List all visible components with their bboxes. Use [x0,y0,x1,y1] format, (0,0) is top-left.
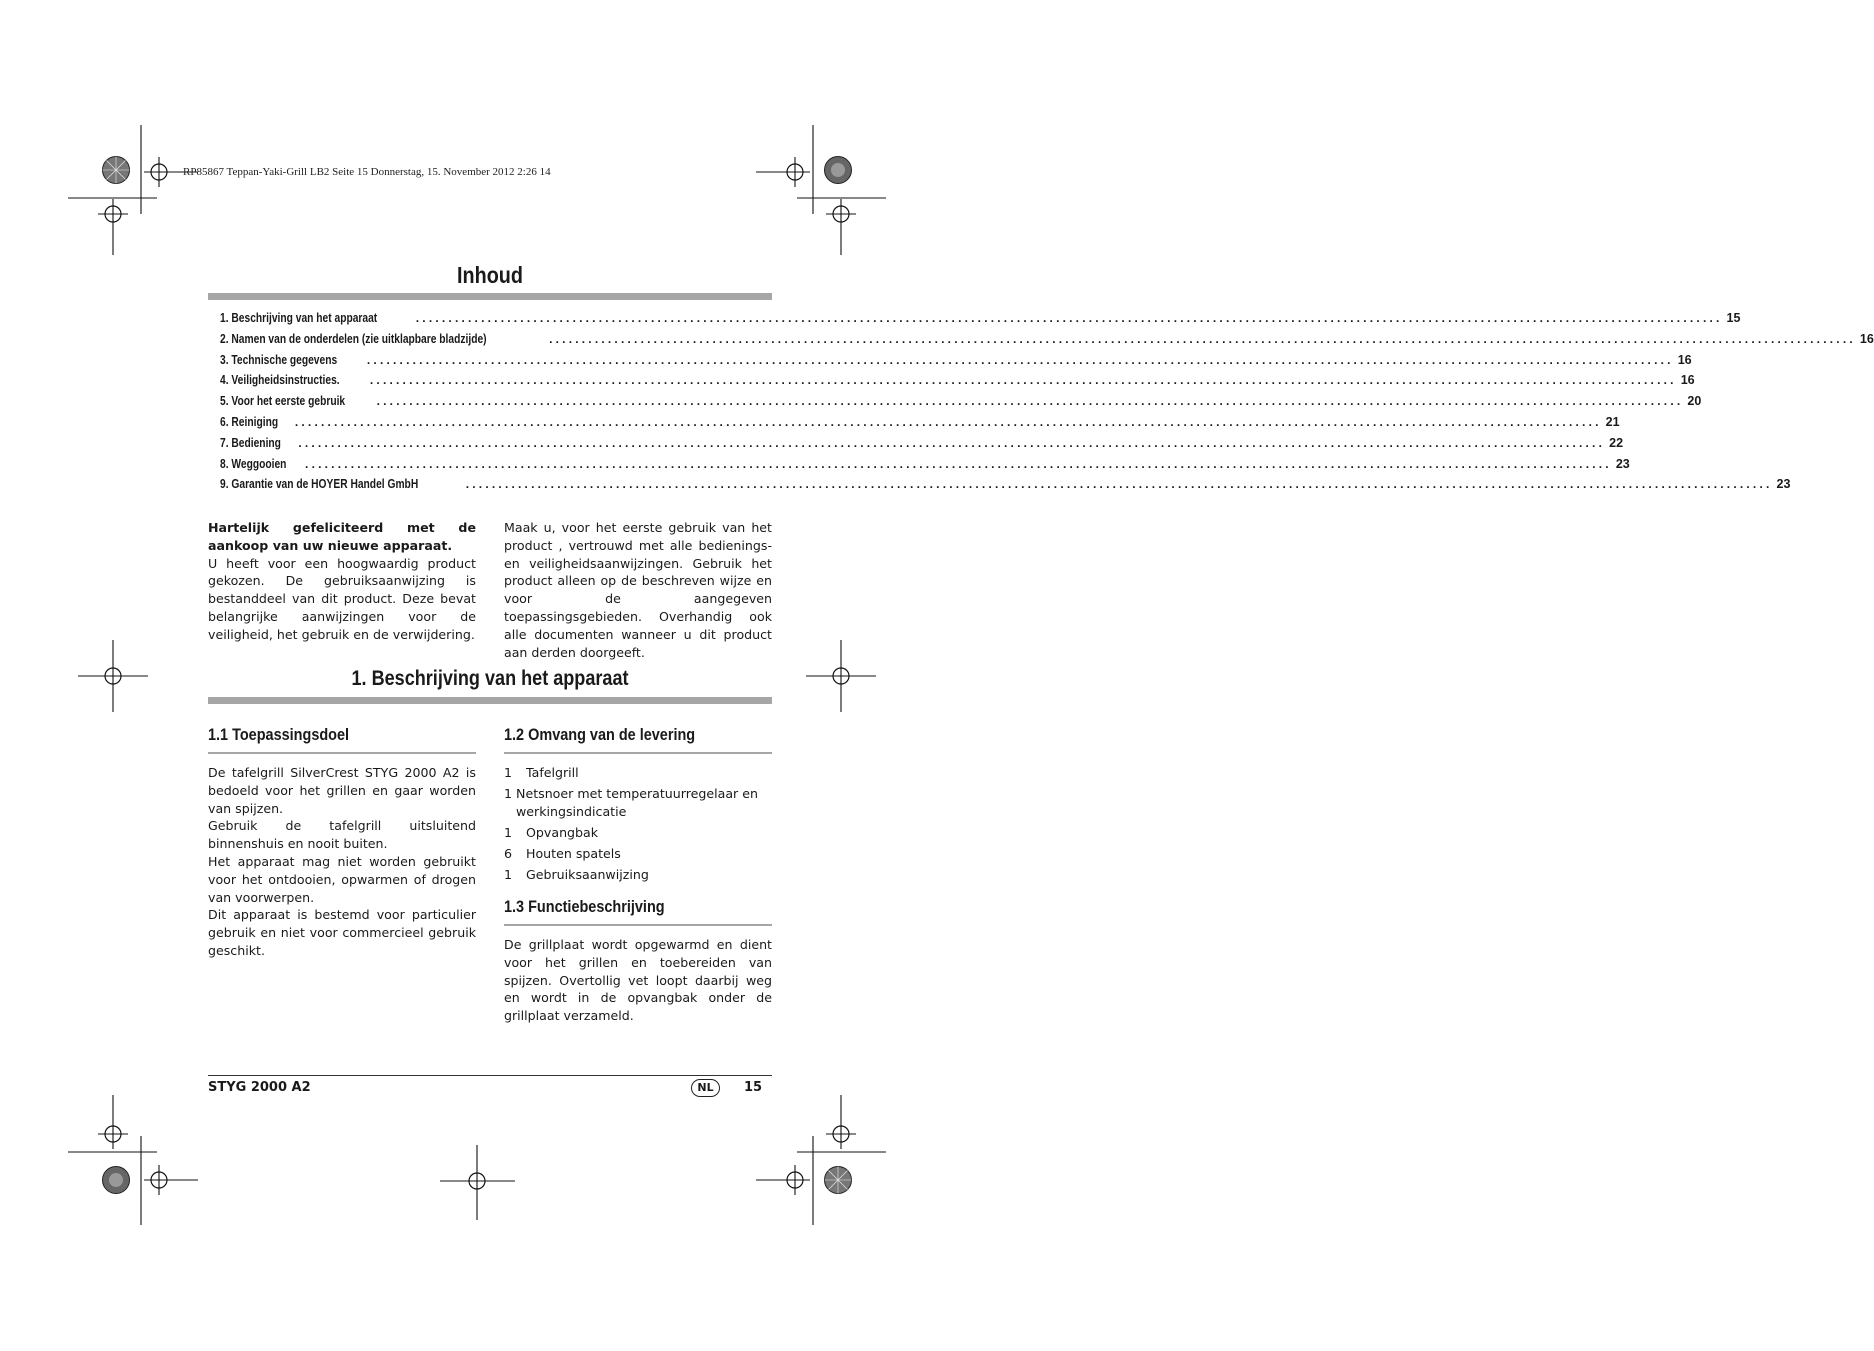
page-number: 15 [744,1080,763,1095]
toc-entry [220,311,1741,332]
footer-rule [208,1075,772,1076]
subsection-title-1-1: 1.1 Toepassingsdoel [208,725,350,744]
intro-left-column [208,519,476,644]
toc-entry [220,435,1624,457]
section-title-rule [208,697,772,704]
intro-right-column [504,519,772,661]
paragraph: Gebruik de tafelgrill uitsluitend binnenshuis en nooit buiten. [208,818,476,852]
toc-title-rule [208,293,772,300]
item-quantity: 1 [504,825,513,840]
toc-entry-page: 21 [1605,414,1620,429]
subsection-1-1-body [208,764,476,960]
section-title: 1. Beschrijving van het apparaat [351,667,629,690]
toc-entry-label: 7. Bediening [220,435,281,450]
toc-entry-page: 15 [1726,311,1741,325]
color-target-icon [823,1165,853,1195]
item-quantity: 1 [504,867,513,882]
item-text: Netsnoer met temperatuurregelaar en werkingsindicatie [516,786,758,819]
toc-entry [220,331,1874,353]
toc-entry [220,352,1692,374]
item-text: Houten spatels [526,846,621,861]
toc-entry-label: 4. Veiligheidsinstructies. [220,373,340,388]
list-item [504,785,772,821]
registration-mark-icon [68,1095,198,1225]
toc-leader-dots: ........................................................................................................................................................................................................ [298,435,1606,450]
language-badge: NL [691,1079,720,1097]
toc-entry-label: 1. Beschrijving van het apparaat [220,311,378,325]
toc-entry [220,456,1630,478]
toc-entry-page: 23 [1776,477,1791,492]
toc-entry-label: 8. Weggooien [220,456,287,471]
toc-leader-dots: ........................................................................................................................................................................................................ [549,331,1856,346]
toc-leader-dots: ........................................................................................................................................................................................................ [465,477,1773,492]
toc-entry [220,414,1620,436]
toc-entry-label: 2. Namen van de onderdelen (zie uitklapbare bladzijde) [220,331,487,346]
registration-mark-icon [440,1145,515,1220]
color-target-icon [101,1165,131,1195]
subsection-1-3-body [504,936,772,1025]
color-target-icon [101,155,131,185]
list-item [504,824,772,842]
color-target-icon [823,155,853,185]
toc-entry-page: 20 [1687,394,1702,409]
item-text: Tafelgrill [526,765,579,780]
toc-title: Inhoud [457,262,523,288]
toc-entry-page: 16 [1680,373,1695,388]
paragraph: De tafelgrill SilverCrest STYG 2000 A2 is bedoeld voor het grillen en gaar worden van spijzen. [208,765,476,816]
toc-leader-dots: ........................................................................................................................................................................................................ [415,311,1723,325]
toc-entry-label: 9. Garantie van de HOYER Handel GmbH [220,477,419,492]
function-description: De grillplaat wordt opgewarmd en dient voor het grillen en toebereiden van spijzen. Overtollig vet loopt daarbij weg en wordt in de opvangbak onder de grillplaat verzameld. [504,937,772,1024]
toc-entry-label: 5. Voor het eerste gebruik [220,394,346,409]
subsection-rule [208,752,476,754]
table-of-contents [220,311,1874,498]
intro-left-text: U heeft voor een hoogwaardig product gekozen. De gebruiksaanwijzing is bestanddeel van dit product. Deze bevat belangrijke aanwijzingen voor de veiligheid, het gebruik en de verwijdering. [208,555,476,642]
registration-mark-icon [78,640,148,712]
list-item [504,845,772,863]
toc-entry-page: 16 [1859,331,1874,346]
delivery-list [504,764,772,887]
toc-entry-label: 6. Reiniging [220,414,279,429]
toc-leader-dots: ........................................................................................................................................................................................................ [294,414,1602,429]
subsection-title-1-2: 1.2 Omvang van de levering [504,725,696,744]
footer-model: STYG 2000 A2 [208,1080,311,1095]
item-text: Opvangbak [526,825,599,840]
subsection-rule [504,752,772,754]
toc-entry-page: 23 [1615,456,1630,471]
toc-entry-page: 16 [1677,352,1692,367]
toc-entry-label: 3. Technische gegevens [220,352,338,367]
subsection-title-1-3: 1.3 Functiebeschrijving [504,897,665,916]
toc-leader-dots: ........................................................................................................................................................................................................ [305,456,1612,471]
print-header: RP85867 Teppan-Yaki-Grill LB2 Seite 15 Donnerstag, 15. November 2012 2:26 14 [183,166,551,178]
intro-lead: Hartelijk gefeliciteerd met de aankoop van uw nieuwe apparaat. [208,520,476,553]
subsection-rule [504,924,772,926]
intro-right-text: Maak u, voor het eerste gebruik van het product , vertrouwd met alle bedienings- en veiligheidsaanwijzingen. Gebruik het product alleen op de beschreven wijze en voor de aangegeven toepassingsgebieden. Overhandig ook alle documenten wanneer u dit product aan derden doorgeeft. [504,520,772,660]
paragraph: Dit apparaat is bestemd voor particulier gebruik en niet voor commercieel gebruik geschikt. [208,907,476,958]
registration-mark-icon [68,125,198,255]
toc-entry [220,394,1702,415]
item-quantity: 1 [504,786,513,801]
toc-leader-dots: ........................................................................................................................................................................................................ [366,352,1674,367]
registration-mark-icon [756,1095,886,1225]
toc-leader-dots: ........................................................................................................................................................................................................ [376,394,1684,409]
paragraph: Het apparaat mag niet worden gebruikt voor het ontdooien, opwarmen of drogen van voorwerpen. [208,853,476,905]
list-item [504,866,772,884]
item-quantity: 1 [504,765,513,780]
registration-mark-icon [756,125,886,255]
item-text: Gebruiksaanwijzing [526,867,649,882]
toc-entry-page: 22 [1609,435,1624,450]
item-quantity: 6 [504,846,513,861]
toc-entry [220,477,1791,498]
registration-mark-icon [806,640,876,712]
toc-leader-dots: ........................................................................................................................................................................................................ [369,373,1677,388]
toc-entry [220,373,1695,394]
list-item [504,764,772,782]
